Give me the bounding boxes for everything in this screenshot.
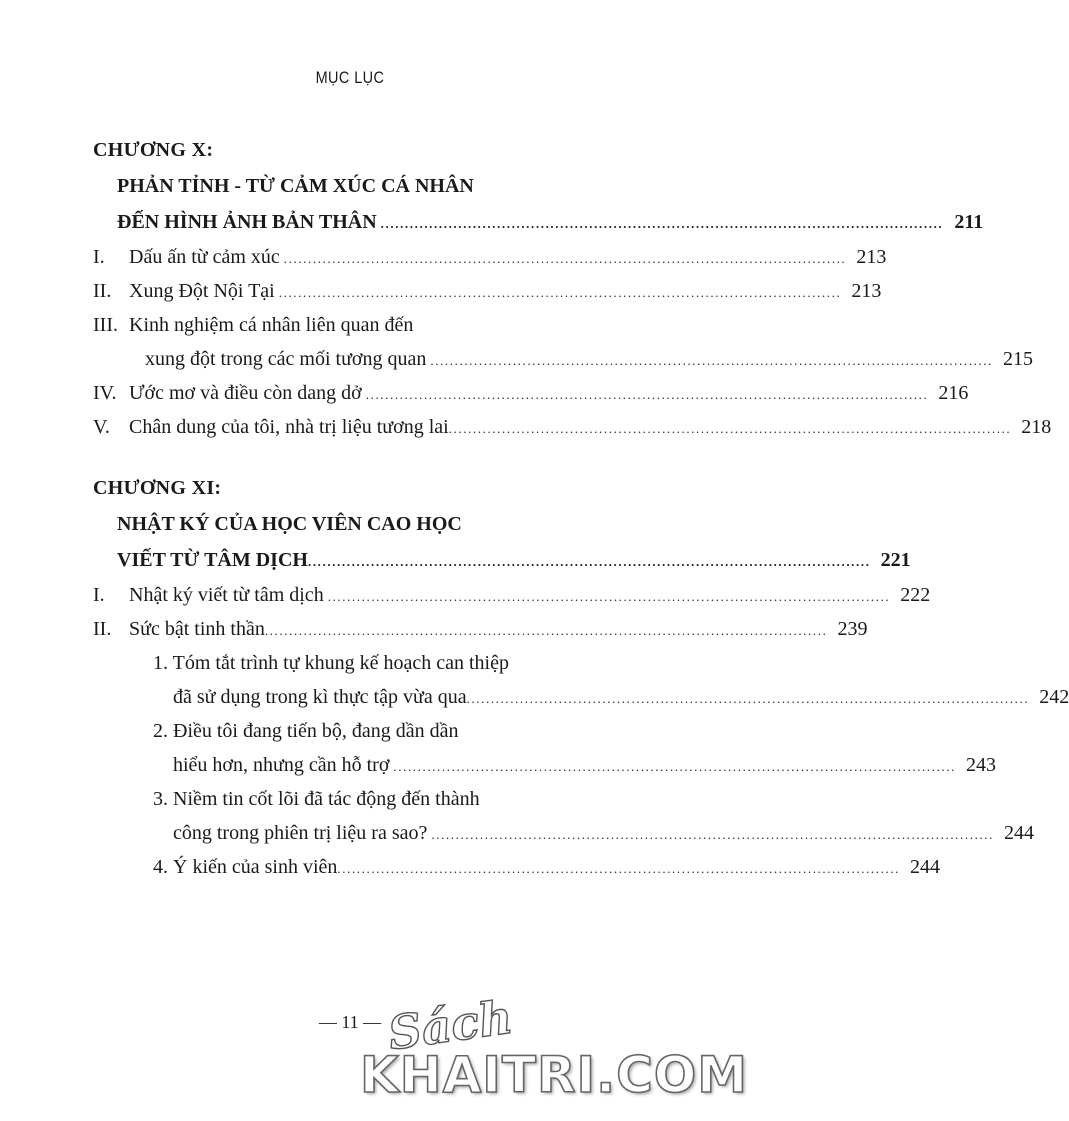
toc-entry[interactable] — [93, 612, 868, 646]
watermark-logo — [360, 989, 749, 1108]
dot-leader: .................................................................................................................... — [337, 861, 901, 876]
page-number: 218 — [1021, 416, 1052, 438]
page-number: 221 — [880, 549, 911, 571]
entry-title: Sức bật tinh thần — [129, 618, 265, 640]
dot-leader: .................................................................................................................... — [430, 353, 993, 368]
toc-subentry-line1[interactable] — [93, 646, 608, 680]
page-number: 215 — [1002, 348, 1033, 370]
chapter-title-line1: NHẬT KÝ CỦA HỌC VIÊN CAO HỌC — [117, 513, 462, 535]
dot-leader: .................................................................................................................... — [264, 623, 828, 638]
dot-leader: .................................................................................................................... — [448, 421, 1012, 436]
entry-title: Chân dung của tôi, nhà trị liệu tương lai — [129, 416, 449, 438]
toc-subentry-line2[interactable] — [93, 748, 997, 782]
entry-number: I. — [93, 246, 105, 268]
entry-title: Nhật ký viết từ tâm dịch — [129, 584, 324, 606]
toc-entry-chapter-title[interactable] — [93, 204, 984, 240]
dot-leader: .................................................................................................................... — [327, 589, 891, 604]
subentry-title: 1. Tóm tắt trình tự khung kế hoạch can thiệp — [153, 652, 509, 674]
toc-subentry-line2[interactable] — [93, 680, 1069, 714]
chapter-10 — [93, 132, 1052, 444]
chapter-label: CHƯƠNG X: — [93, 139, 214, 161]
dot-leader: .................................................................................................................... — [431, 827, 994, 842]
subentry-title-cont: công trong phiên trị liệu ra sao? — [173, 822, 428, 844]
entry-title-cont: xung đột trong các mối tương quan — [145, 348, 427, 370]
page-number: 244 — [1003, 822, 1034, 844]
subentry-title: 3. Niềm tin cốt lõi đã tác động đến thành — [153, 788, 480, 810]
toc-entry-line2[interactable] — [93, 342, 1033, 376]
toc-entry[interactable] — [93, 274, 882, 308]
dot-leader: .................................................................................................................... — [393, 759, 957, 774]
toc-entry[interactable] — [93, 240, 887, 274]
chapter-11 — [93, 470, 1069, 884]
toc-subentry[interactable] — [93, 850, 941, 884]
toc-entry-chapter-title[interactable] — [93, 542, 911, 578]
entry-title: Dấu ấn từ cảm xúc — [129, 246, 280, 268]
entry-number: III. — [93, 314, 118, 336]
chapter-title-line2: ĐẾN HÌNH ẢNH BẢN THÂN — [117, 211, 377, 233]
page-footer-number: — 11 — — [318, 1012, 382, 1032]
toc-entry[interactable] — [93, 376, 969, 410]
toc-entry[interactable] — [93, 410, 1052, 444]
dot-leader: .................................................................................................................... — [380, 216, 944, 231]
entry-title: Ước mơ và điều còn dang dở — [129, 382, 362, 404]
entry-title: Xung Đột Nội Tại — [129, 280, 275, 302]
subentry-title-cont: hiểu hơn, nhưng cần hỗ trợ — [173, 754, 390, 776]
page-number: 216 — [938, 382, 969, 404]
subentry-title: 2. Điều tôi đang tiến bộ, đang dần dần — [153, 720, 459, 742]
entry-number: IV. — [93, 382, 117, 404]
dot-leader: .................................................................................................................... — [278, 285, 842, 300]
entry-number: II. — [93, 280, 112, 302]
subentry-title-cont: đã sử dụng trong kì thực tập vừa qua — [173, 686, 467, 708]
page-title: MỤC LỤC — [315, 68, 385, 87]
chapter-title-line2: VIẾT TỪ TÂM DỊCH — [117, 549, 308, 571]
page-number: 244 — [910, 856, 941, 878]
page-number: 211 — [954, 211, 984, 233]
toc-subentry-line1[interactable] — [93, 714, 608, 748]
toc-entry[interactable] — [93, 578, 931, 612]
subentry-title: 4. Ý kiến của sinh viên — [153, 856, 338, 878]
toc-entry-line1[interactable] — [93, 308, 608, 342]
dot-leader: .................................................................................................................... — [307, 554, 871, 569]
entry-number: V. — [93, 416, 110, 438]
entry-number: II. — [93, 618, 112, 640]
watermark-script-text: Sách — [384, 989, 516, 1061]
page-number: 213 — [856, 246, 887, 268]
toc-subentry-line1[interactable] — [93, 782, 608, 816]
watermark-main-text: KHAITRI.COM — [360, 1046, 749, 1104]
page-number: 242 — [1039, 686, 1069, 708]
dot-leader: .................................................................................................................... — [283, 251, 847, 266]
chapter-title-line1: PHẢN TỈNH - TỪ CẢM XÚC CÁ NHÂN — [117, 175, 474, 197]
chapter-label: CHƯƠNG XI: — [93, 477, 222, 499]
page-number: 243 — [966, 754, 997, 776]
dot-leader: .................................................................................................................... — [365, 387, 929, 402]
page-number: 213 — [851, 280, 882, 302]
entry-number: I. — [93, 584, 105, 606]
toc-subentry-line2[interactable] — [93, 816, 1034, 850]
entry-title: Kinh nghiệm cá nhân liên quan đến — [129, 314, 414, 336]
page-number: 239 — [837, 618, 868, 640]
dot-leader: .................................................................................................................... — [466, 691, 1030, 706]
page-number: 222 — [900, 584, 931, 606]
